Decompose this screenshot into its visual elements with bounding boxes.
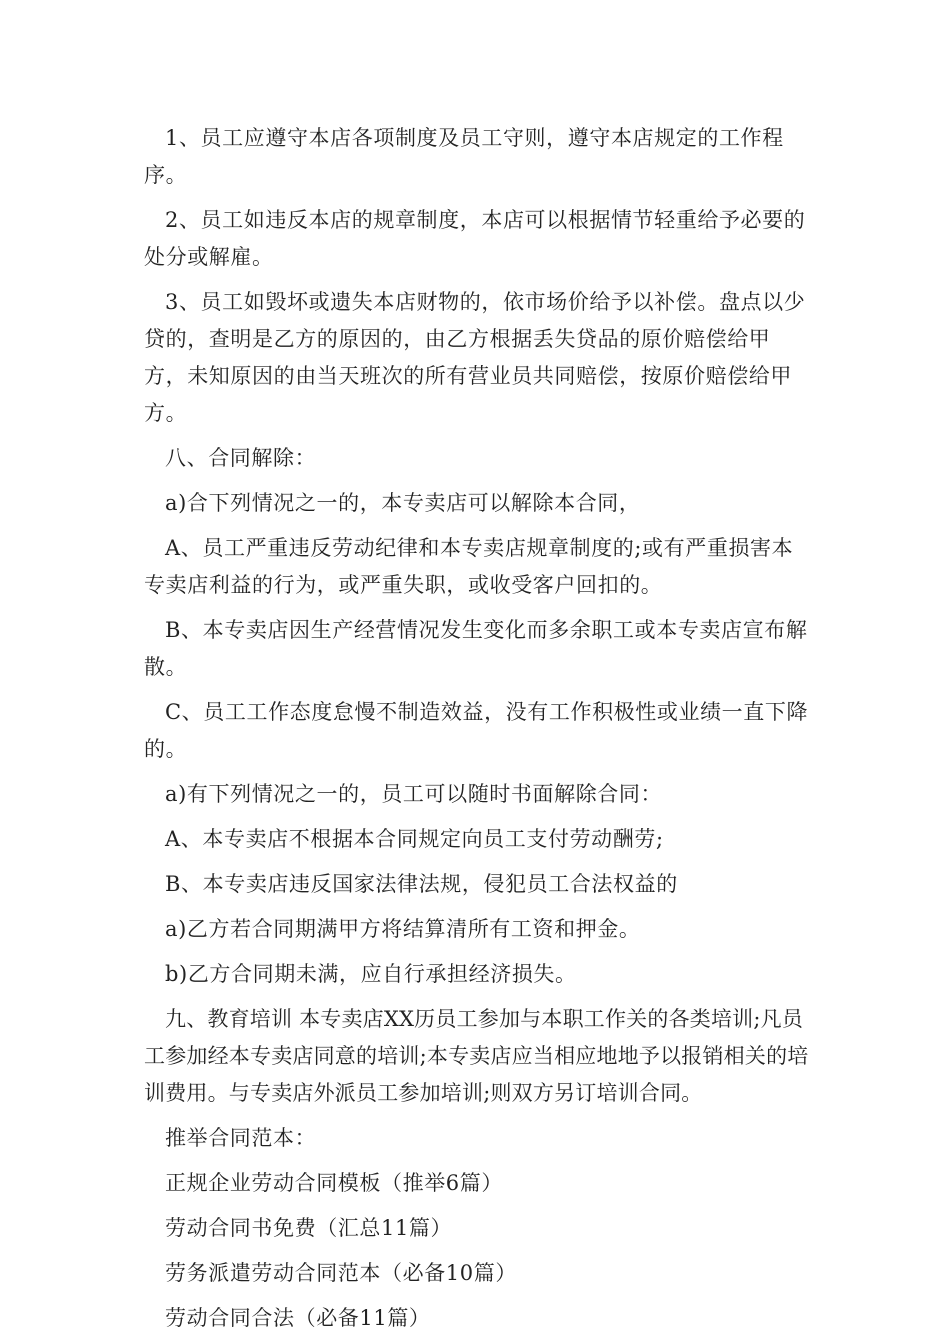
paragraph-employee-termination-a: A、本专卖店不根据本合同规定向员工支付劳动酬劳;	[165, 827, 664, 851]
paragraph-contract-expiry-a: a)乙方若合同期满甲方将结算清所有工资和押金。	[165, 917, 641, 941]
recommended-template-link-4[interactable]: 劳动合同合法（必备11篇）	[165, 1306, 431, 1330]
paragraph-employer-termination-c: C、员工工作态度怠慢不制造效益，没有工作积极性或业绩一直下降的。	[144, 700, 809, 761]
recommended-templates-heading: 推举合同范本：	[165, 1126, 317, 1150]
paragraph-employee-termination-b: B、本专卖店违反国家法律法规，侵犯员工合法权益的	[165, 872, 678, 896]
recommended-template-link-3[interactable]: 劳务派遣劳动合同范本（必备10篇）	[165, 1261, 517, 1285]
paragraph-employer-termination-a: A、员工严重违反劳动纪律和本专卖店规章制度的;或有严重损害本专卖店利益的行为，或严重失职，或收受客户回扣的。	[144, 536, 794, 597]
recommended-template-link-2[interactable]: 劳动合同书免费（汇总11篇）	[165, 1216, 453, 1240]
section-education-training: 九、教育培训 本专卖店XX历员工参加与本职工作关的各类培训;凡员工参加经本专卖店同意的培训;本专卖店应当相应地地予以报销相关的培训费用。与专卖店外派员工参加培训;则双方另订培训合同。	[144, 1007, 809, 1105]
paragraph-employer-termination-intro: a)合下列情况之一的，本专卖店可以解除本合同，	[165, 491, 641, 515]
paragraph-3: 3、员工如毁坏或遗失本店财物的，依市场价给予以补偿。盘点以少贷的，查明是乙方的原因的，由乙方根据丢失贷品的原价赔偿给甲方，未知原因的由当天班次的所有营业员共同赔偿，按原价赔偿给甲方。	[144, 290, 806, 425]
section-heading-contract-termination: 八、合同解除：	[165, 446, 317, 470]
paragraph-employer-termination-b: B、本专卖店因生产经营情况发生变化而多余职工或本专卖店宣布解散。	[144, 618, 808, 679]
paragraph-employee-termination-intro: a)有下列情况之一的，员工可以随时书面解除合同：	[165, 782, 663, 806]
paragraph-contract-expiry-b: b)乙方合同期未满，应自行承担经济损失。	[165, 962, 577, 986]
recommended-template-link-1[interactable]: 正规企业劳动合同模板（推举6篇）	[165, 1171, 503, 1195]
paragraph-2: 2、员工如违反本店的规章制度，本店可以根据情节轻重给予必要的处分或解雇。	[144, 208, 806, 269]
paragraph-1: 1、员工应遵守本店各项制度及员工守则，遵守本店规定的工作程序。	[144, 126, 784, 187]
